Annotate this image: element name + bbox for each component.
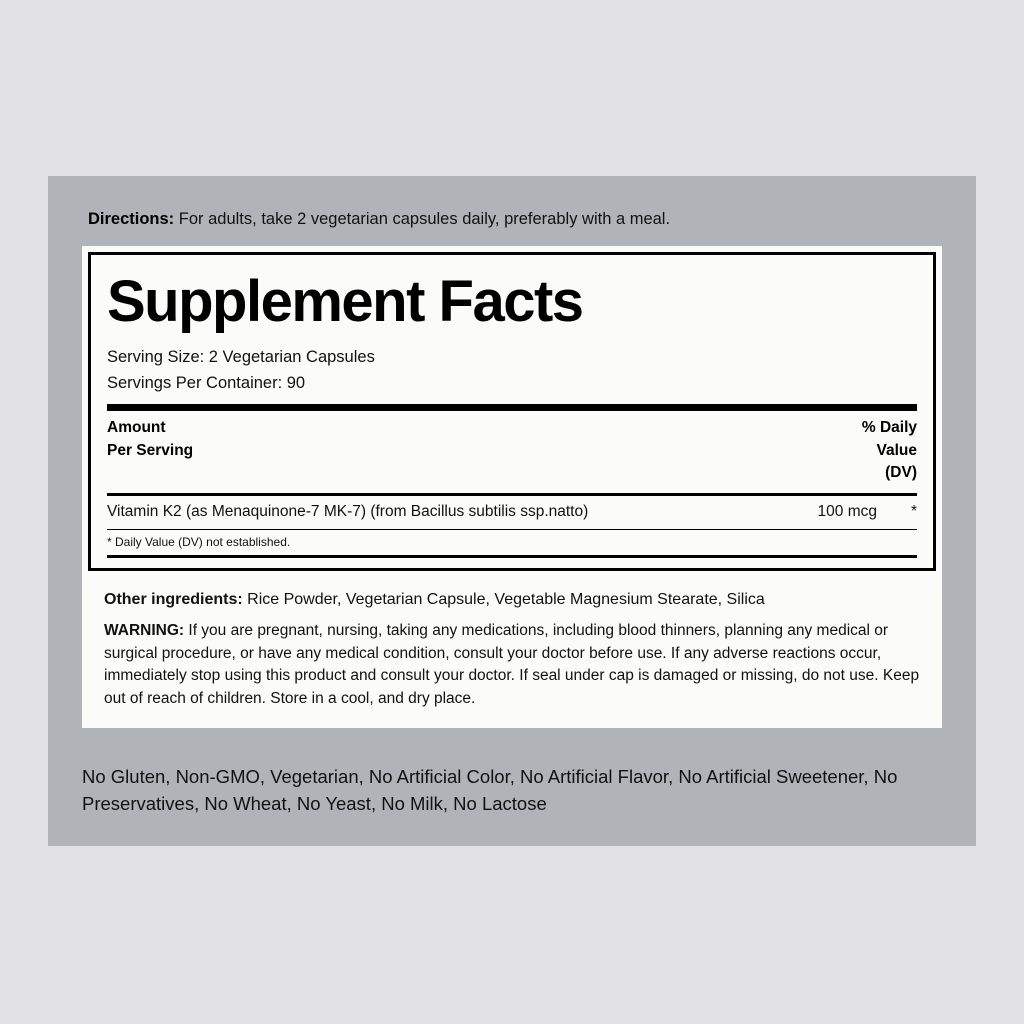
warning-block — [82, 610, 942, 728]
amount-per-serving-header — [107, 417, 193, 462]
daily-value-header — [862, 417, 917, 484]
dv-header-line2: Value — [876, 441, 917, 459]
warning-label: WARNING: — [104, 622, 185, 640]
directions-label: Directions: — [88, 210, 175, 228]
divider-bottom — [107, 555, 917, 558]
supplement-label-panel — [48, 176, 976, 846]
facts-column-headers — [107, 411, 917, 492]
supplement-facts-title: Supplement Facts — [107, 269, 583, 334]
product-claims: No Gluten, Non-GMO, Vegetarian, No Artificial Color, No Artificial Flavor, No Artificial Sweetener, No Preservatives, No Wheat, No Yeast, No Milk, No Lactose — [82, 765, 898, 815]
nutrient-amount: 100 mcg — [817, 502, 877, 520]
daily-value-footnote: * Daily Value (DV) not established. — [107, 534, 291, 549]
table-row — [107, 496, 917, 529]
divider-thick-top — [107, 404, 917, 411]
dv-header-line3: (DV) — [885, 464, 917, 482]
warning-text: If you are pregnant, nursing, taking any medications, including blood thinners, planning any medical or surgical procedure, or have any medical condition, consult your doctor before use. If any adverse reactions occur, immediately stop using this product and consult your doctor. If seal under cap is damaged or missing, do not use. Keep out of reach of children. Store in a cool, and dry place. — [104, 622, 920, 707]
directions-line — [88, 209, 948, 230]
other-ingredients-line — [82, 577, 942, 611]
directions-text: For adults, take 2 vegetarian capsules daily, preferably with a meal. — [178, 210, 671, 228]
nutrient-name: Vitamin K2 (as Menaquinone-7 MK-7) (from Bacillus subtilis ssp.natto) — [107, 502, 589, 520]
amount-header-line1: Amount — [107, 419, 166, 437]
other-ingredients-label: Other ingredients: — [104, 590, 243, 608]
servings-per-container: Servings Per Container: 90 — [107, 373, 306, 392]
amount-header-line2: Per Serving — [107, 441, 194, 459]
dv-header-line1: % Daily — [861, 419, 917, 437]
serving-size: Serving Size: 2 Vegetarian Capsules — [107, 348, 375, 366]
nutrient-daily-value: * — [910, 502, 917, 520]
other-ingredients-text: Rice Powder, Vegetarian Capsule, Vegetable Magnesium Stearate, Silica — [247, 590, 765, 608]
supplement-facts-box — [82, 246, 942, 728]
supplement-facts-inner — [88, 252, 936, 571]
